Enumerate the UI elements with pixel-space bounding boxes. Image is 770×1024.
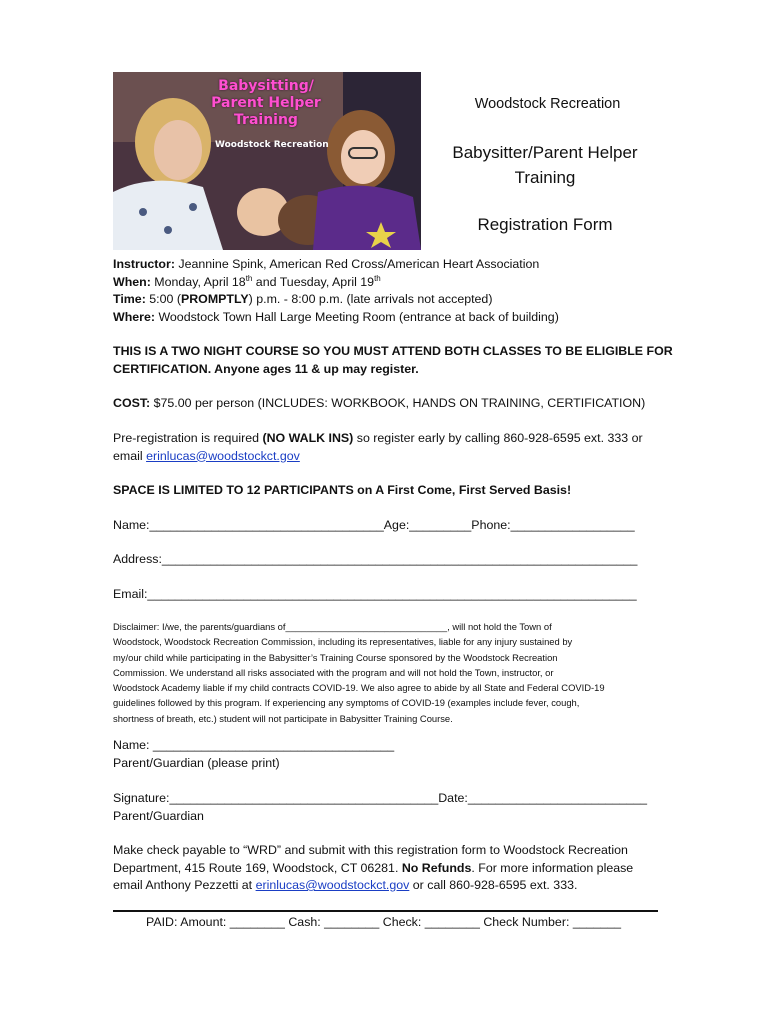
preregistration-line-1 <box>113 430 643 448</box>
guardian-name-caption: Parent/Guardian (please print) <box>113 755 280 770</box>
payment-address: Department, 415 Route 169, Woodstock, CT 06281. <box>113 860 402 875</box>
preregistration-line-2 <box>113 448 643 466</box>
course-details <box>113 256 559 326</box>
guardian-signature-field[interactable]: Signature:_______________________________________Date:__________________________ <box>113 791 648 805</box>
contact-email-link[interactable]: erinlucas@woodstockct.gov <box>255 878 410 892</box>
instructor-value: Jeannine Spink, American Red Cross/American Heart Association <box>174 257 540 271</box>
time-value-start: 5:00 ( <box>145 292 181 306</box>
course-title <box>430 140 660 190</box>
when-date-1: Monday, April 18 <box>150 274 246 289</box>
payment-contact: email Anthony Pezzetti at <box>113 878 256 892</box>
space-limit-notice: SPACE IS LIMITED TO 12 PARTICIPANTS on A First Come, First Served Basis! <box>113 483 572 497</box>
attendance-notice <box>113 343 673 378</box>
guardian-signature-block <box>113 790 647 825</box>
when-line <box>113 274 559 292</box>
time-value-end: ) p.m. - 8:00 p.m. (late arrivals not accepted) <box>248 292 493 306</box>
guardian-signature-caption: Parent/Guardian <box>113 808 204 823</box>
payment-instructions <box>113 842 633 895</box>
prereg-text-1: Pre-registration is required <box>113 431 263 445</box>
disclaimer-line: Disclaimer: I/we, the parents/guardians of_______________________________, will not hold the Town of <box>113 621 552 632</box>
photo-title-line-2: Parent Helper <box>211 95 321 111</box>
attendance-notice-line-2: CERTIFICATION. Anyone ages 11 & up may register. <box>113 361 419 376</box>
where-value: Woodstock Town Hall Large Meeting Room (entrance at back of building) <box>155 309 559 324</box>
payment-line-2 <box>113 860 633 878</box>
registration-email-link[interactable]: erinlucas@woodstockct.gov <box>146 448 300 463</box>
attendance-notice-line-1: THIS IS A TWO NIGHT COURSE SO YOU MUST ATTEND BOTH CLASSES TO BE ELIGIBLE FOR <box>113 344 673 358</box>
prereg-text-2: so register early by calling 860-928-6595 ext. 333 or <box>353 431 643 445</box>
guardian-name-field[interactable]: Name: ___________________________________ <box>113 738 395 752</box>
prereg-text-3: email <box>113 448 147 463</box>
organization-name: Woodstock Recreation <box>474 96 621 112</box>
where-label: Where: <box>113 309 155 324</box>
cost-line <box>113 395 645 413</box>
form-title: Registration Form <box>477 215 613 234</box>
photo-title-line-3: Training <box>234 112 298 128</box>
office-use-payment-line: PAID: Amount: ________ Cash: ________ Check: ________ Check Number: _______ <box>146 915 622 929</box>
payment-more-info: . For more information please <box>471 860 634 875</box>
disclaimer-line: my/our child while participating in the Babysitter’s Training Course sponsored by the Woodstock Recreation <box>113 651 558 663</box>
disclaimer-line: guidelines followed by this program. If experiencing any symptoms of COVID-19 (examples include fever, cough, <box>113 697 580 709</box>
participant-address-field[interactable]: Address:_____________________________________________________________________ <box>113 552 638 566</box>
preregistration-info <box>113 430 643 465</box>
disclaimer-line: Commission. We understand all risks associated with the program and will not hold the Town, instructor, or <box>113 666 554 678</box>
participant-email-field[interactable]: Email:_______________________________________________________________________ <box>113 587 637 601</box>
photo-subtitle: Woodstock Recreation <box>215 140 329 150</box>
time-label: Time: <box>113 292 146 306</box>
when-label: When: <box>113 274 151 289</box>
disclaimer-line: Woodstock Academy liable if my child contracts COVID-19. We also agree to abide by all State and Federal COVID-19 <box>113 682 605 694</box>
guardian-name-block <box>113 737 394 772</box>
prereg-no-walk-ins: (NO WALK INS) <box>262 431 354 445</box>
instructor-label: Instructor: <box>113 257 175 271</box>
payment-line-3 <box>113 877 633 895</box>
payment-line-1: Make check payable to “WRD” and submit with this registration form to Woodstock Recreation <box>113 843 628 857</box>
office-use-divider <box>113 910 658 912</box>
time-promptly: PROMPTLY <box>180 292 249 306</box>
photo-title-line-1: Babysitting/ <box>218 78 314 94</box>
course-title-line-1: Babysitter/Parent Helper <box>452 143 638 162</box>
cost-value: $75.00 per person (INCLUDES: WORKBOOK, HANDS ON TRAINING, CERTIFICATION) <box>150 396 646 410</box>
cost-label: COST: <box>113 396 151 410</box>
promo-photo <box>113 72 421 250</box>
disclaimer-line: Woodstock, Woodstock Recreation Commission, including its representatives, liable for any injury sustained by <box>113 636 573 648</box>
where-line <box>113 309 559 327</box>
when-date-2: and Tuesday, April 19 <box>252 274 375 289</box>
course-title-line-2: Training <box>514 168 576 187</box>
payment-phone: or call 860-928-6595 ext. 333. <box>409 878 578 892</box>
disclaimer <box>113 619 658 726</box>
no-refunds-text: No Refunds <box>401 860 472 875</box>
time-line <box>113 291 559 309</box>
photo-title <box>201 78 331 129</box>
instructor-line <box>113 256 559 274</box>
when-date-2-suffix: th <box>374 273 381 283</box>
participant-name-age-phone-field[interactable]: Name:__________________________________Age:_________Phone:__________________ <box>113 518 635 532</box>
disclaimer-line: shortness of breath, etc.) student will not participate in Babysitter Training Course. <box>113 712 453 724</box>
when-date-1-suffix: th <box>245 273 253 283</box>
